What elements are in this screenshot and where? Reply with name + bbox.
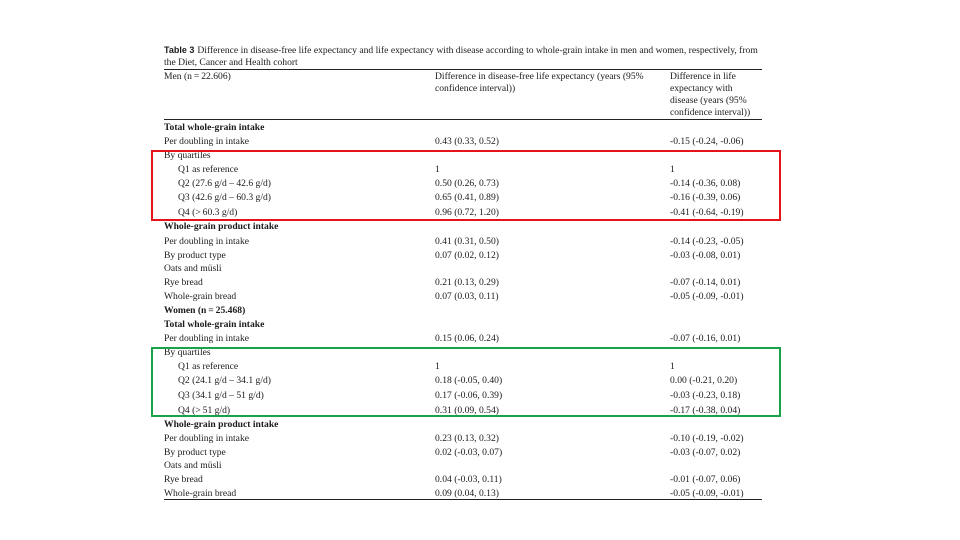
with-disease-value: -0.07 (-0.16, 0.01) <box>670 333 741 344</box>
disease-free-value: 0.43 (0.33, 0.52) <box>435 136 499 147</box>
table-row <box>164 276 762 290</box>
row-label: Rye bread <box>164 474 203 485</box>
row-label: Q1 as reference <box>178 164 239 175</box>
row-label: Total whole-grain intake <box>164 319 265 330</box>
disease-free-value: 0.09 (0.04, 0.13) <box>435 488 499 499</box>
row-label: Whole-grain product intake <box>164 419 279 430</box>
table-row <box>164 418 762 432</box>
row-label: Per doubling in intake <box>164 236 249 247</box>
row-label: Per doubling in intake <box>164 333 249 344</box>
row-label: Q3 (34.1 g/d – 51 g/d) <box>178 390 264 401</box>
header-disease-free: Difference in disease-free life expectancy (years (95% confidence interval)) <box>435 71 644 94</box>
disease-free-value: 1 <box>435 164 440 175</box>
disease-free-value: 0.31 (0.09, 0.54) <box>435 405 499 416</box>
row-label: Q3 (42.6 g/d – 60.3 g/d) <box>178 192 272 203</box>
with-disease-value: -0.15 (-0.24, -0.06) <box>670 136 744 147</box>
with-disease-value: -0.01 (-0.07, 0.06) <box>670 474 741 485</box>
row-label: Q4 (> 60.3 g/d) <box>178 207 238 218</box>
with-disease-value: -0.05 (-0.09, -0.01) <box>670 488 744 499</box>
with-disease-value: -0.03 (-0.08, 0.01) <box>670 250 741 261</box>
row-label: Whole-grain product intake <box>164 221 279 232</box>
table-row <box>164 318 762 332</box>
table-top-rule <box>164 69 762 70</box>
table-row <box>164 446 762 460</box>
table-row <box>164 290 762 304</box>
table-row <box>164 304 762 318</box>
table-caption-text: Difference in disease-free life expectancy and life expectancy with disease according to whole-grain intake in men and women, respectively, from the Diet, Cancer and Health cohort <box>164 45 758 68</box>
row-label: Q1 as reference <box>178 361 239 372</box>
disease-free-value: 0.96 (0.72, 1.20) <box>435 207 499 218</box>
row-label: Q2 (27.6 g/d – 42.6 g/d) <box>178 178 272 189</box>
row-label: Women (n = 25.468) <box>164 305 246 316</box>
row-label: Q2 (24.1 g/d – 34.1 g/d) <box>178 375 272 386</box>
disease-free-value: 0.23 (0.13, 0.32) <box>435 433 499 444</box>
with-disease-value: -0.07 (-0.14, 0.01) <box>670 277 741 288</box>
with-disease-value: 0.00 (-0.21, 0.20) <box>670 375 738 386</box>
header-bottom-rule <box>164 119 762 120</box>
row-label: Rye bread <box>164 277 203 288</box>
with-disease-value: -0.14 (-0.23, -0.05) <box>670 236 744 247</box>
with-disease-value: -0.10 (-0.19, -0.02) <box>670 433 744 444</box>
table-row <box>164 459 762 473</box>
table-row <box>164 249 762 263</box>
disease-free-value: 0.18 (-0.05, 0.40) <box>435 375 503 386</box>
table-bottom-rule <box>164 499 762 500</box>
row-label: Whole-grain bread <box>164 488 237 499</box>
with-disease-value: -0.41 (-0.64, -0.19) <box>670 207 744 218</box>
table-row <box>164 262 762 276</box>
table-row <box>164 135 762 149</box>
disease-free-value: 0.65 (0.41, 0.89) <box>435 192 499 203</box>
row-label: Per doubling in intake <box>164 433 249 444</box>
disease-free-value: 0.41 (0.31, 0.50) <box>435 236 499 247</box>
table-row <box>164 220 762 234</box>
header-men-n: Men (n = 22.606) <box>164 71 231 82</box>
table-row <box>164 121 762 135</box>
highlight-men-quartiles <box>151 150 781 221</box>
disease-free-value: 0.15 (0.06, 0.24) <box>435 333 499 344</box>
table-label: Table 3 <box>164 45 195 55</box>
with-disease-value: -0.16 (-0.39, 0.06) <box>670 192 741 203</box>
header-with-disease: Difference in life expectancy with disease (years (95% confidence interval)) <box>670 71 751 118</box>
row-label: By product type <box>164 250 226 261</box>
table-row <box>164 473 762 487</box>
row-label: By quartiles <box>164 150 211 161</box>
with-disease-value: -0.17 (-0.38, 0.04) <box>670 405 741 416</box>
with-disease-value: -0.03 (-0.23, 0.18) <box>670 390 741 401</box>
disease-free-value: 0.07 (0.02, 0.12) <box>435 250 499 261</box>
disease-free-value: 0.02 (-0.03, 0.07) <box>435 447 503 458</box>
with-disease-value: 1 <box>670 361 675 372</box>
disease-free-value: 1 <box>435 361 440 372</box>
with-disease-value: 1 <box>670 164 675 175</box>
row-label: Whole-grain bread <box>164 291 237 302</box>
row-label: Oats and müsli <box>164 460 222 471</box>
table-caption <box>164 44 764 69</box>
row-label: Q4 (> 51 g/d) <box>178 405 231 416</box>
disease-free-value: 0.21 (0.13, 0.29) <box>435 277 499 288</box>
with-disease-value: -0.03 (-0.07, 0.02) <box>670 447 741 458</box>
table-row <box>164 332 762 346</box>
table-row <box>164 235 762 249</box>
highlight-women-quartiles <box>151 347 781 417</box>
disease-free-value: 0.04 (-0.03, 0.11) <box>435 474 502 485</box>
row-label: By product type <box>164 447 226 458</box>
row-label: By quartiles <box>164 347 211 358</box>
row-label: Oats and müsli <box>164 263 222 274</box>
row-label: Per doubling in intake <box>164 136 249 147</box>
with-disease-value: -0.14 (-0.36, 0.08) <box>670 178 741 189</box>
disease-free-value: 0.50 (0.26, 0.73) <box>435 178 499 189</box>
row-label: Total whole-grain intake <box>164 122 265 133</box>
disease-free-value: 0.17 (-0.06, 0.39) <box>435 390 503 401</box>
disease-free-value: 0.07 (0.03, 0.11) <box>435 291 499 302</box>
table-row <box>164 432 762 446</box>
with-disease-value: -0.05 (-0.09, -0.01) <box>670 291 744 302</box>
